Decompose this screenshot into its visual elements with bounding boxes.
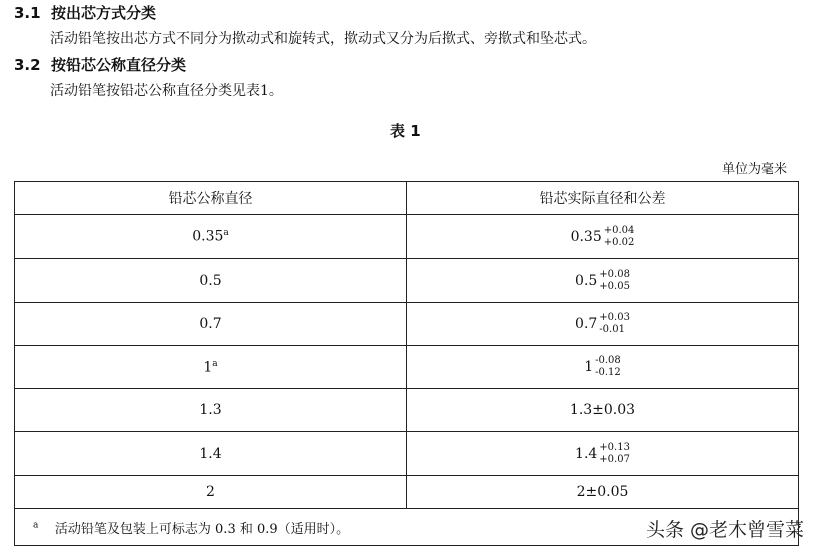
header-cell: 铅芯实际直径和公差 — [407, 182, 799, 215]
tolerance: +0.04 +0.02 — [603, 224, 635, 248]
nominal-cell: 1$^a$ — [15, 346, 407, 389]
footnote-mark: a — [33, 520, 39, 531]
actual-cell — [407, 346, 799, 389]
section-text: 活动铅笔按铅芯公称直径分类见表1。 — [50, 83, 283, 99]
section-heading: 3.2 按铅芯公称直径分类 — [14, 56, 187, 74]
table-row — [15, 303, 799, 346]
base-value: 1 — [584, 359, 594, 375]
table-row — [15, 259, 799, 303]
tolerance: +0.13 +0.07 — [599, 441, 630, 465]
table-row — [15, 432, 799, 476]
actual-cell — [407, 476, 799, 509]
tolerance: -0.08 -0.12 — [595, 355, 621, 378]
base-value: 1.4 — [575, 445, 598, 462]
table-row — [15, 346, 799, 389]
unit-label: 单位为毫米 — [722, 162, 788, 177]
actual-cell — [407, 215, 799, 259]
nominal-cell: 0.7 — [15, 303, 407, 346]
nominal-cell: 1.3 — [15, 389, 407, 432]
nominal-cell: 2 — [15, 476, 407, 509]
tolerance: +0.03 -0.01 — [599, 312, 630, 335]
nominal-cell: 0.5 — [15, 259, 407, 303]
note-mark: a — [223, 228, 229, 239]
actual-cell — [407, 303, 799, 346]
footnote-text: 活动铅笔及包装上可标志为 0.3 和 0.9（适用时）。 — [54, 521, 350, 537]
header-cell: 铅芯公称直径 — [15, 182, 407, 215]
table-row — [15, 476, 799, 509]
base-value: 0.5 — [575, 272, 598, 289]
table-header-row — [15, 182, 799, 215]
section-text: 活动铅笔按出芯方式不同分为揿动式和旋转式，揿动式又分为后揿式、旁揿式和坠芯式。 — [50, 31, 596, 47]
nominal-cell: 0.35$^a$ — [15, 215, 407, 259]
table-row — [15, 215, 799, 259]
actual-cell — [407, 259, 799, 303]
base-value: 0.7 — [575, 316, 598, 332]
table-row — [15, 389, 799, 432]
actual-cell — [407, 389, 799, 432]
actual-cell — [407, 432, 799, 476]
table-caption: 表 1 — [390, 122, 421, 140]
base-value: 0.35 — [570, 228, 602, 245]
note-mark: a — [212, 358, 218, 369]
section-heading: 3.1 按出芯方式分类 — [14, 4, 157, 22]
tolerance: +0.08 +0.05 — [599, 268, 630, 292]
base-value: 2±0.05 — [576, 484, 629, 500]
watermark: 头条 @老木曾雪菜 — [646, 519, 805, 541]
nominal-cell: 1.4 — [15, 432, 407, 476]
diameter-table — [14, 181, 799, 546]
base-value: 1.3±0.03 — [569, 402, 636, 418]
